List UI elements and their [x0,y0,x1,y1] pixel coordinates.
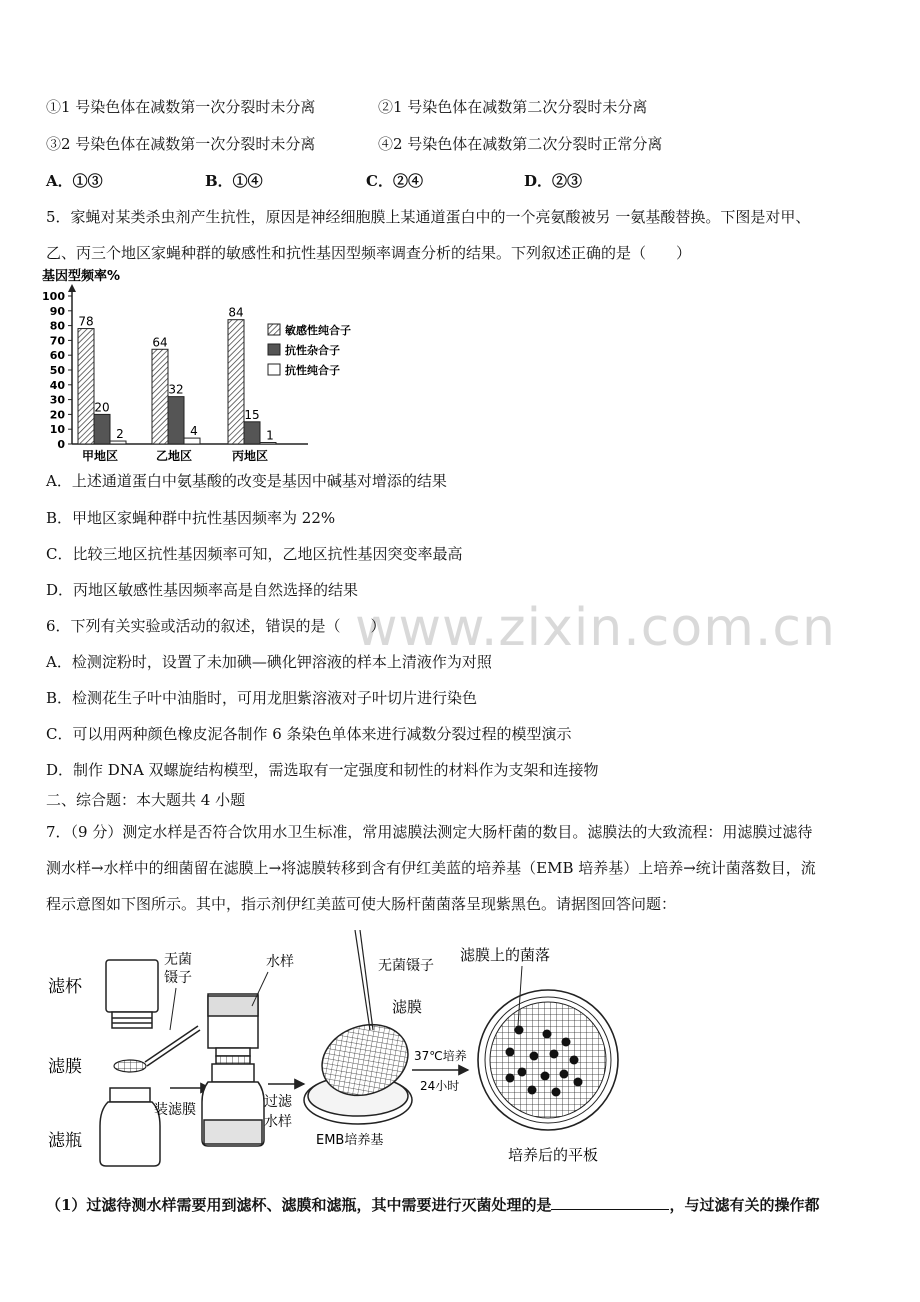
label-filter-bottle: 滤瓶 [48,1131,82,1151]
y-tick-label: 30 [49,393,65,407]
q4-option-1: ①1 号染色体在减数第一次分裂时未分离 [46,98,316,116]
label-water-sample: 水样 [266,954,294,970]
bar-value-label: 15 [244,407,260,422]
q5-stem-2: 乙、丙三个地区家蝇种群的敏感性和抗性基因型频率调查分析的结果。下列叙述正确的是（ ） [46,244,692,262]
y-tick-label: 10 [49,423,65,437]
bar-value-label: 4 [190,424,198,439]
bar-value-label: 20 [94,400,110,415]
legend-swatch [268,324,280,335]
y-tick-label: 80 [49,319,65,333]
q4-choice-a: A．①③ [46,172,103,190]
bar [110,441,126,444]
legend-label: 抗性纯合子 [285,364,340,377]
label-tweezers-1: 无菌镊子 [164,952,192,986]
q7-line-2: 测水样→水样中的细菌留在滤膜上→将滤膜转移到含有伊红美蓝的培养基（EMB 培养基）上培养→统计菌落数目，流 [46,859,816,877]
chart-ylabel: 基因型频率% [42,269,121,284]
q7-sub1 [46,1194,819,1215]
bar-value-label: 64 [152,335,168,350]
q6-option-d: D．制作 DNA 双螺旋结构模型，需选取有一定强度和韧性的材料作为支架和连接物 [46,761,599,779]
bar [228,320,244,444]
label-colonies: 滤膜上的菌落 [460,946,551,964]
label-filter-membrane: 滤膜 [48,1057,82,1077]
label-load-membrane: 装滤膜 [154,1102,196,1118]
filter-cup-drawing [106,960,158,1028]
bar [244,422,260,444]
y-tick-label: 0 [57,438,65,451]
bar-value-label: 84 [228,305,244,320]
label-plate-after: 培养后的平板 [508,1146,599,1164]
bar-value-label: 32 [168,382,184,397]
label-membrane-2: 滤膜 [392,998,423,1016]
legend-swatch [268,364,280,375]
q6-option-b: B．检测花生子叶中油脂时，可用龙胆紫溶液对子叶切片进行染色 [46,689,478,707]
q5-option-a: A．上述通道蛋白中氨基酸的改变是基因中碱基对增添的结果 [46,472,447,490]
label-emb-medium: EMB培养基 [316,1133,384,1148]
y-tick-label: 50 [49,364,65,377]
q4-choice-b: B．①④ [205,172,263,190]
q4-option-2: ②1 号染色体在减数第二次分裂时未分离 [378,98,648,116]
membrane-filtration-figure [40,930,640,1170]
q7-line-3: 程示意图如下图所示。其中，指示剂伊红美蓝可使大肠杆菌菌落呈现紫黑色。请据图回答问题： [46,895,677,913]
label-culture-time: 24小时 [420,1079,460,1093]
legend-swatch [268,344,280,355]
x-category-label: 乙地区 [155,449,193,463]
legend-label: 敏感性纯合子 [285,324,351,337]
bar-value-label: 1 [266,428,274,443]
bar [260,443,276,444]
answer-blank[interactable] [551,1195,669,1210]
bar-value-label: 2 [116,427,124,442]
q4-option-4: ④2 号染色体在减数第二次分裂时正常分离 [378,135,663,153]
bar [78,329,94,444]
q5-stem-1: 5．家蝇对某类杀虫剂产生抗性，原因是神经细胞膜上某通道蛋白中的一个亮氨酸被另 一氨基酸替换。下图是对甲、 [46,208,811,226]
bar [152,349,168,444]
x-category-label: 甲地区 [81,449,119,463]
emb-plate-drawing [304,1013,418,1124]
legend-label: 抗性杂合子 [285,344,340,357]
cultured-plate-drawing [478,990,618,1130]
label-filter-water: 过滤水样 [264,1094,292,1130]
assembled-filter-drawing [202,994,264,1146]
genotype-frequency-chart [40,268,380,464]
bar-value-label: 78 [78,314,94,329]
q4-choice-c: C．②④ [366,172,423,190]
label-filter-cup: 滤杯 [48,977,82,997]
y-tick-label: 20 [49,408,65,422]
tweezers-drawing [145,1026,200,1066]
filter-bottle-drawing [100,1088,160,1166]
bar [168,397,184,444]
q7-sub1-text-a: （1）过滤待测水样需要用到滤杯、滤膜和滤瓶，其中需要进行灭菌处理的是 [46,1196,552,1214]
q6-option-a: A．检测淀粉时，设置了未加碘—碘化钾溶液的样本上清液作为对照 [46,653,492,671]
y-tick-label: 90 [49,304,65,318]
watermark: www.zixin.com.cn [355,598,836,658]
label-tweezers-2: 无菌镊子 [378,958,434,974]
membrane-drawing [114,1060,146,1072]
q5-option-b: B．甲地区家蝇种群中抗性基因频率为 22% [46,509,336,527]
bar [94,414,110,444]
y-tick-label: 60 [49,349,65,363]
q4-choice-d: D．②③ [524,172,583,190]
y-tick-label: 100 [42,290,65,303]
y-tick-label: 70 [49,334,65,348]
q4-option-3: ③2 号染色体在减数第一次分裂时未分离 [46,135,316,153]
q5-option-c: C．比较三地区抗性基因频率可知，乙地区抗性基因突变率最高 [46,545,463,563]
q6-option-c: C．可以用两种颜色橡皮泥各制作 6 条染色单体来进行减数分裂过程的模型演示 [46,725,572,743]
q5-option-d: D．丙地区敏感性基因频率高是自然选择的结果 [46,581,359,599]
y-tick-label: 40 [49,378,65,392]
label-culture-temp: 37℃培养 [414,1049,467,1063]
y-axis-arrow [68,284,76,292]
x-category-label: 丙地区 [231,449,269,463]
q7-sub1-text-b: ，与过滤有关的操作都 [669,1196,820,1214]
section-heading: 二、综合题：本大题共 4 小题 [46,791,246,809]
q6-stem: 6．下列有关实验或活动的叙述，错误的是（ ） [46,617,386,635]
bar [184,438,200,444]
q7-line-1: 7．（9 分）测定水样是否符合饮用水卫生标准，常用滤膜法测定大肠杆菌的数目。滤膜法的大致流程：用滤膜过滤待 [46,823,813,841]
